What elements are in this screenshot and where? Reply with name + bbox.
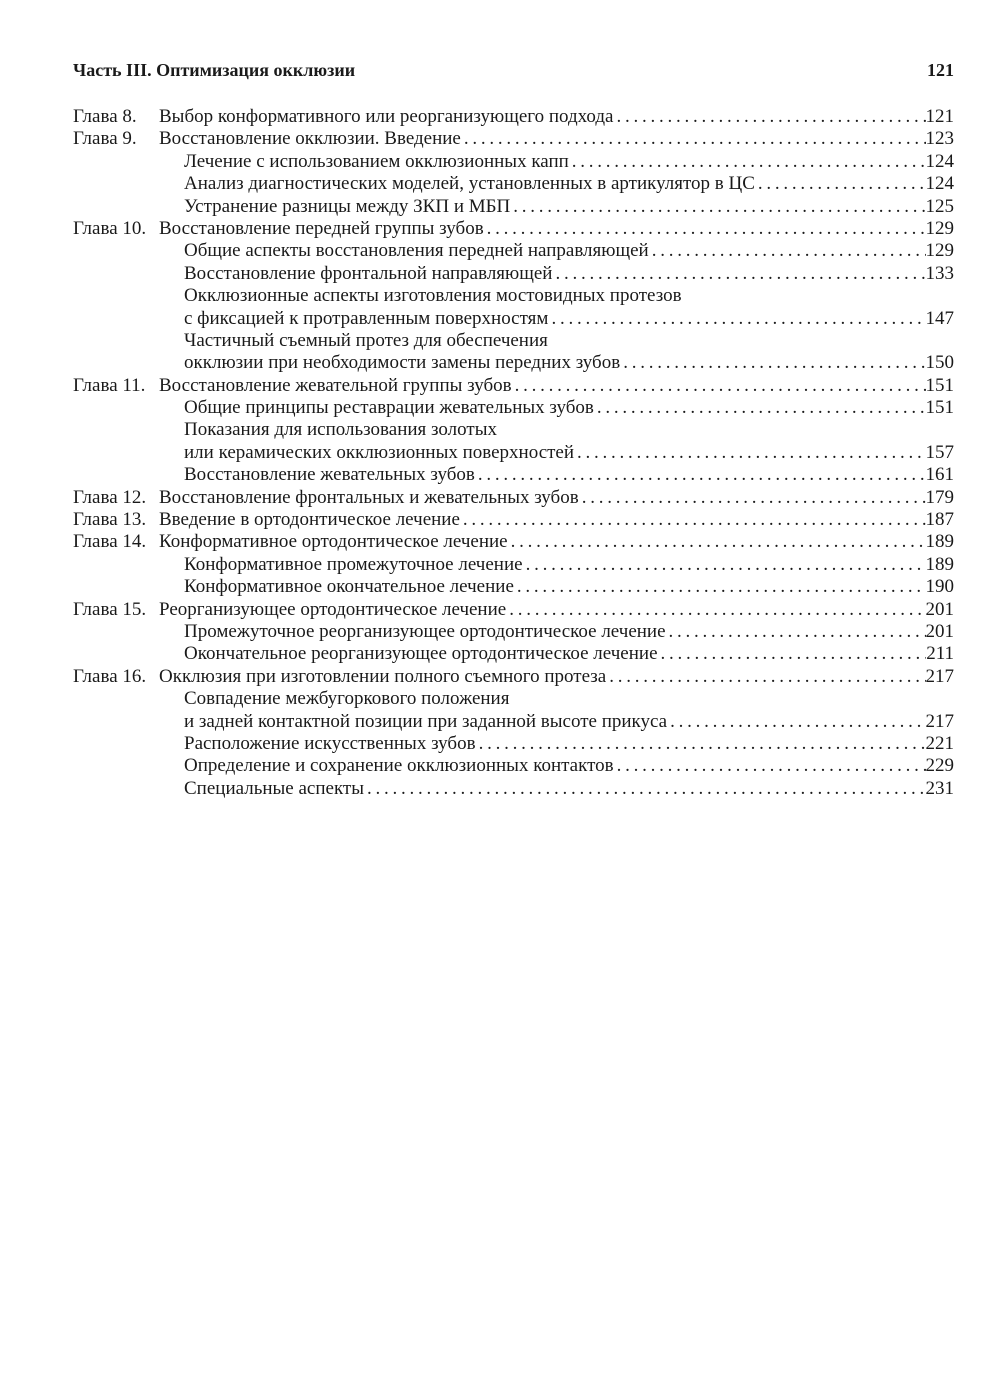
- entry-title: Реорганизующее ортодонтическое лечение: [159, 598, 507, 620]
- dot-leader: [461, 128, 926, 150]
- page-number: 151: [925, 374, 954, 396]
- chapter-number: Глава 13.: [73, 509, 147, 531]
- indent: [73, 688, 184, 710]
- toc-chapter-entry[interactable]: [73, 531, 954, 553]
- indent: [73, 464, 184, 486]
- toc-chapter-entry[interactable]: [73, 375, 954, 397]
- entry-title: или керамических окклюзионных поверхностей: [184, 441, 575, 463]
- entry-title: Определение и сохранение окклюзионных контактов: [184, 755, 614, 777]
- entry-title: с фиксацией к протравленным поверхностям: [184, 307, 549, 329]
- toc-chapter-entry[interactable]: [73, 218, 954, 240]
- chapter-number: Глава 8.: [73, 106, 137, 127]
- entry-title: Восстановление окклюзии. Введение: [159, 128, 461, 150]
- entry-title: Восстановление фронтальной направляющей: [184, 262, 553, 284]
- page-number: 217: [925, 665, 954, 687]
- toc-section-entry[interactable]: [73, 711, 954, 733]
- page-number: 133: [925, 262, 954, 284]
- toc-section-entry[interactable]: [73, 576, 954, 598]
- dot-leader: [755, 173, 926, 195]
- dot-leader: [658, 643, 927, 665]
- entry-title: Окклюзия при изготовлении полного съемного протеза: [159, 665, 607, 687]
- toc-section-entry[interactable]: [73, 419, 954, 441]
- page-number: 189: [925, 531, 954, 553]
- toc-section-entry[interactable]: [73, 464, 954, 486]
- indent: [73, 554, 184, 576]
- toc-section-entry[interactable]: [73, 173, 954, 195]
- indent: [73, 778, 184, 800]
- dot-leader: [508, 531, 926, 553]
- indent: [73, 419, 184, 441]
- page-number: 161: [925, 464, 954, 486]
- indent: [73, 621, 184, 643]
- page-number: 229: [925, 755, 954, 777]
- indent: [73, 755, 184, 777]
- toc-section-entry[interactable]: [73, 263, 954, 285]
- indent: [73, 151, 184, 173]
- entry-title: Введение в ортодонтическое лечение: [159, 509, 460, 531]
- dot-leader: [579, 487, 926, 509]
- entry-title: Расположение искусственных зубов: [184, 732, 476, 754]
- entry-title: Частичный съемный протез для обеспечения: [184, 329, 548, 351]
- dot-leader: [613, 106, 925, 128]
- indent: [73, 442, 184, 464]
- indent: [73, 196, 184, 218]
- page-number: 129: [925, 217, 954, 239]
- toc-section-entry[interactable]: [73, 151, 954, 173]
- toc-chapter-entry[interactable]: [73, 487, 954, 509]
- dot-leader: [649, 240, 926, 262]
- dot-leader: [523, 554, 926, 576]
- indent: [73, 711, 184, 733]
- entry-title: Общие принципы реставрации жевательных зубов: [184, 397, 594, 419]
- toc-chapter-entry[interactable]: [73, 666, 954, 688]
- page-number: 190: [925, 576, 954, 598]
- indent: [73, 173, 184, 195]
- page-number: 217: [925, 710, 954, 732]
- page-number: 187: [925, 509, 954, 531]
- entry-title: и задней контактной позиции при заданной высоте прикуса: [184, 710, 668, 732]
- entry-title: Восстановление передней группы зубов: [159, 217, 484, 239]
- dot-leader: [667, 711, 925, 733]
- entry-title: Совпадение межбугоркового положения: [184, 688, 510, 710]
- indent: [73, 263, 184, 285]
- chapter-number: Глава 11.: [73, 374, 146, 396]
- page-number: 124: [925, 150, 954, 172]
- entry-title: Показания для использования золотых: [184, 419, 497, 441]
- chapter-number: Глава 10.: [73, 217, 147, 239]
- table-of-contents: [73, 106, 954, 800]
- dot-leader: [666, 621, 926, 643]
- dot-leader: [594, 397, 926, 419]
- toc-section-entry[interactable]: [73, 240, 954, 262]
- entry-title: Лечение с использованием окклюзионных капп: [184, 150, 569, 172]
- entry-title: Конформативное промежуточное лечение: [184, 553, 523, 575]
- entry-title: Конформативное ортодонтическое лечение: [159, 531, 508, 553]
- indent: [73, 330, 184, 352]
- dot-leader: [506, 599, 925, 621]
- dot-leader: [460, 509, 926, 531]
- indent: [73, 285, 184, 307]
- entry-title: Восстановление жевательных зубов: [184, 464, 475, 486]
- page-number: 147: [925, 307, 954, 329]
- dot-leader: [548, 308, 925, 330]
- page-number: 124: [925, 173, 954, 195]
- dot-leader: [514, 576, 926, 598]
- entry-title: Восстановление жевательной группы зубов: [159, 374, 512, 396]
- entry-title: Промежуточное реорганизующее ортодонтическое лечение: [184, 620, 666, 642]
- toc-section-entry[interactable]: [73, 330, 954, 352]
- chapter-number: Глава 15.: [73, 598, 147, 620]
- page-number: 231: [925, 777, 954, 799]
- toc-section-entry[interactable]: [73, 733, 954, 755]
- toc-section-entry[interactable]: [73, 755, 954, 777]
- toc-chapter-entry[interactable]: [73, 106, 954, 128]
- dot-leader: [569, 151, 926, 173]
- dot-leader: [620, 352, 925, 374]
- toc-section-entry[interactable]: [73, 554, 954, 576]
- page-number: 150: [925, 352, 954, 374]
- toc-chapter-entry[interactable]: [73, 599, 954, 621]
- part-header: [73, 60, 954, 81]
- toc-section-entry[interactable]: [73, 688, 954, 710]
- page-number: 123: [925, 128, 954, 150]
- dot-leader: [364, 778, 926, 800]
- toc-section-entry[interactable]: [73, 643, 954, 665]
- toc-section-entry[interactable]: [73, 285, 954, 307]
- toc-section-entry[interactable]: [73, 308, 954, 330]
- entry-title: Окклюзионные аспекты изготовления мостовидных протезов: [184, 285, 682, 307]
- page-number: 125: [925, 195, 954, 217]
- page-number: 179: [925, 486, 954, 508]
- toc-section-entry[interactable]: [73, 778, 954, 800]
- entry-title: Окончательное реорганизующее ортодонтическое лечение: [184, 643, 658, 665]
- indent: [73, 308, 184, 330]
- toc-chapter-entry[interactable]: [73, 509, 954, 531]
- dot-leader: [510, 196, 925, 218]
- toc-section-entry[interactable]: [73, 442, 954, 464]
- dot-leader: [574, 442, 925, 464]
- part-title: Часть III. Оптимизация окклюзии: [73, 60, 356, 80]
- entry-title: окклюзии при необходимости замены передних зубов: [184, 352, 621, 374]
- chapter-number: Глава 12.: [73, 486, 147, 508]
- indent: [73, 240, 184, 262]
- chapter-number: Глава 9.: [73, 128, 137, 150]
- dot-leader: [475, 464, 926, 486]
- indent: [73, 643, 184, 665]
- toc-section-entry[interactable]: [73, 196, 954, 218]
- page-number: 151: [925, 397, 954, 419]
- entry-title: Конформативное окончательное лечение: [184, 576, 514, 598]
- entry-title: Анализ диагностических моделей, установленных в артикулятор в ЦС: [184, 173, 755, 195]
- dot-leader: [512, 375, 926, 397]
- page-number: 201: [925, 620, 954, 642]
- dot-leader: [614, 755, 926, 777]
- page-number: 157: [925, 441, 954, 463]
- toc-section-entry[interactable]: [73, 621, 954, 643]
- chapter-number: Глава 14.: [73, 531, 147, 553]
- chapter-number: Глава 16.: [73, 665, 147, 687]
- page-number: 221: [925, 732, 954, 754]
- dot-leader: [606, 666, 925, 688]
- entry-title: Устранение разницы между ЗКП и МБП: [184, 195, 511, 217]
- dot-leader: [484, 218, 926, 240]
- toc-section-entry[interactable]: [73, 352, 954, 374]
- indent: [73, 352, 184, 374]
- toc-chapter-entry[interactable]: [73, 128, 954, 150]
- dot-leader: [552, 263, 925, 285]
- part-page-number: 121: [927, 60, 954, 80]
- entry-title: Восстановление фронтальных и жевательных зубов: [159, 486, 579, 508]
- page-number: 201: [925, 598, 954, 620]
- entry-title: Выбор конформативного или реорганизующего подхода: [159, 106, 614, 127]
- page-number: 211: [926, 643, 954, 665]
- indent: [73, 397, 184, 419]
- dot-leader: [476, 733, 926, 755]
- page-number: 189: [925, 553, 954, 575]
- indent: [73, 576, 184, 598]
- entry-title: Общие аспекты восстановления передней направляющей: [184, 240, 649, 262]
- toc-section-entry[interactable]: [73, 397, 954, 419]
- page-number: 129: [925, 240, 954, 262]
- page-number: 121: [925, 106, 954, 127]
- indent: [73, 733, 184, 755]
- entry-title: Специальные аспекты: [184, 777, 364, 799]
